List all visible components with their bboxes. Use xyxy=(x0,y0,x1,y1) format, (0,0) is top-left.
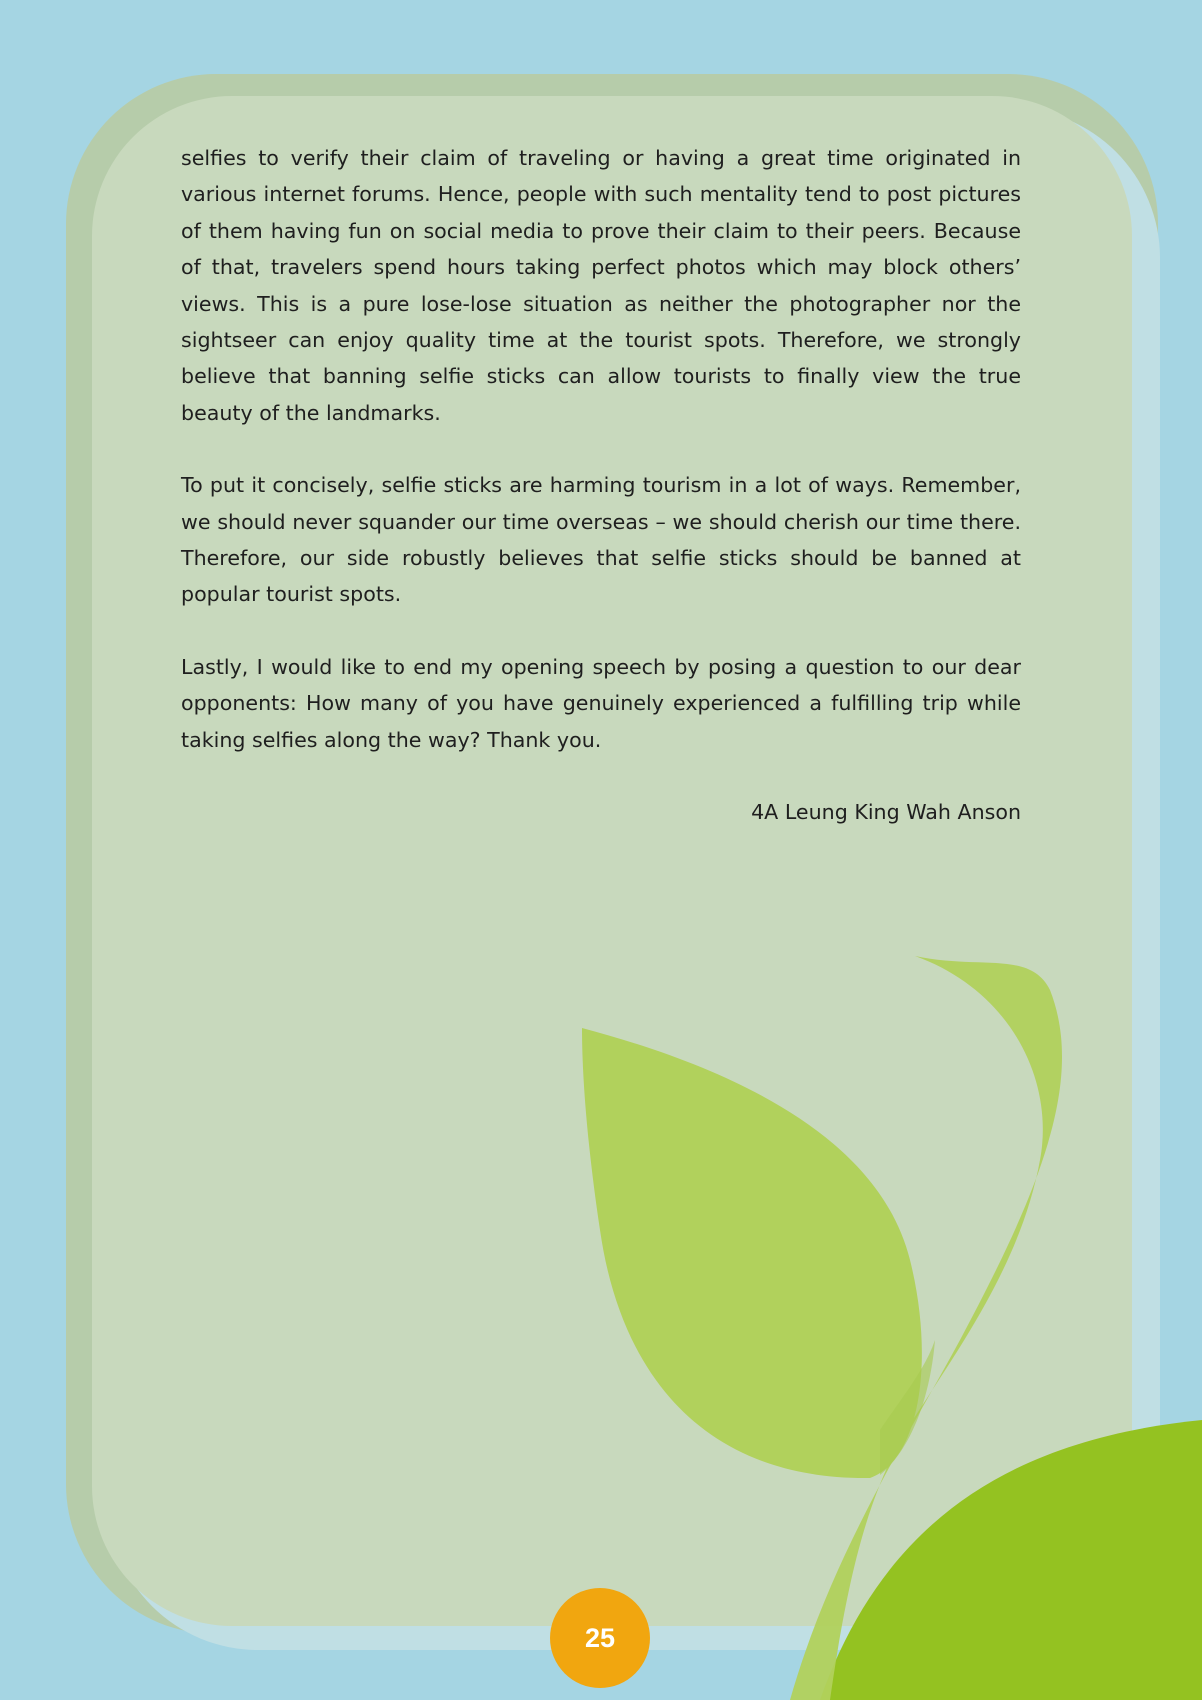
paragraph-3: Lastly, I would like to end my opening speech by posing a question to our dear opponents: How many of you have genuinely experienced a fulfilling trip while taking selfies along the way? Thank you. xyxy=(181,654,1021,752)
paragraph-2: To put it concisely, selfie sticks are harming tourism in a lot of ways. Remember, we should never squander our time overseas – we should cherish our time there. Therefore, our side robustly believes that selfie sticks should be banned at popular tourist spots. xyxy=(181,473,1021,607)
page-number-badge: 25 xyxy=(550,1588,650,1688)
sprout-leaf-icon xyxy=(582,1028,922,1478)
paragraph-1: selfies to verify their claim of traveling or having a great time originated in various internet forums. Hence, people with such mentality tend to post pictures of them having fun on social media to prove their claim to their peers. Because of that, travelers spend hours taking perfect photos which may block others’ views. This is a pure lose-lose situation as neither the photographer nor the sightseer can enjoy quality time at the tourist spots. Therefore, we strongly believe that banning selfie sticks can allow tourists to finally view the true beauty of the landmarks. xyxy=(181,146,1021,425)
article-body xyxy=(181,140,1021,831)
author-signature: 4A Leung King Wah Anson xyxy=(751,800,1021,825)
